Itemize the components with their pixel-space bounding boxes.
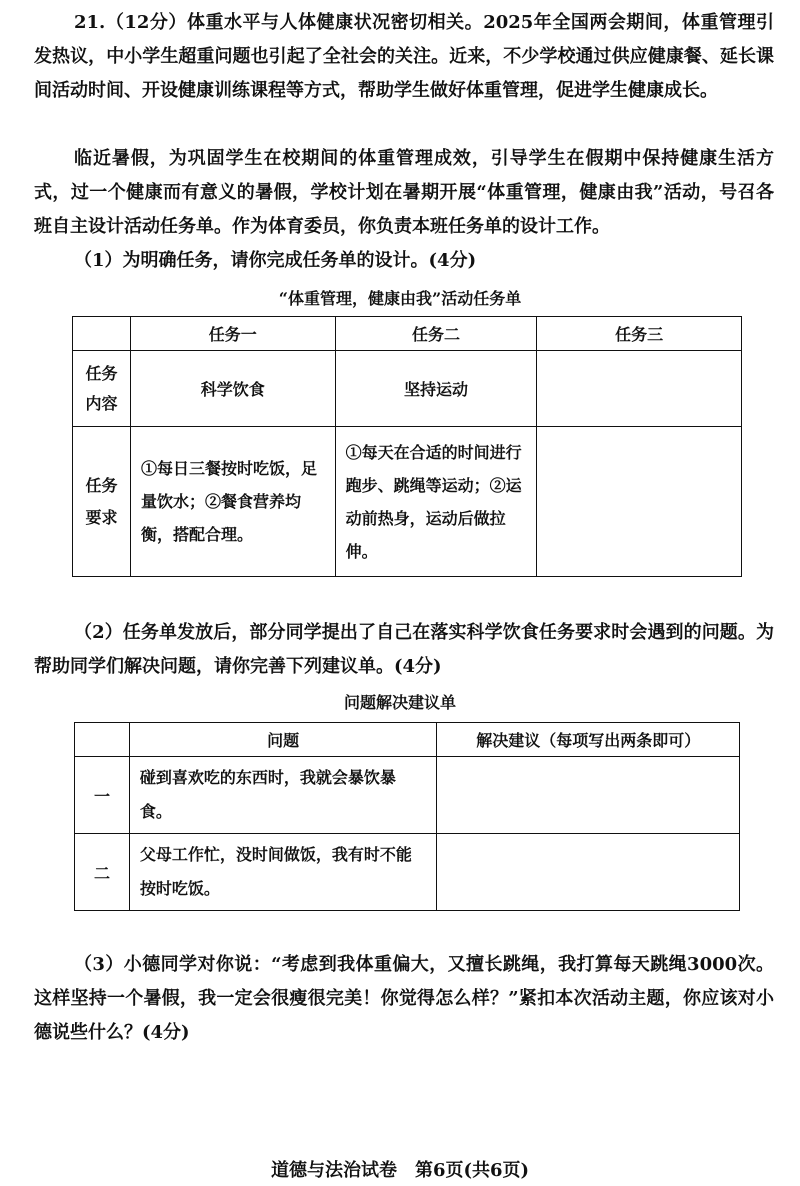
task2-content: 坚持运动 [335,351,537,427]
task-table-corner [73,317,131,351]
question-number: 21.（12分） [74,12,187,33]
task-requirement-label: 任务要求 [73,427,131,577]
task1-content: 科学饮食 [130,351,335,427]
row2-problem: 父母工作忙，没时间做饭，我有时不能按时吃饭。 [129,834,437,911]
task1-header: 任务一 [130,317,335,351]
task2-header: 任务二 [335,317,537,351]
intro-text: 体重水平与人体健康状况密切相关。2025年全国两会期间，体重管理引发热议，中小学生超重问题也引起了全社会的关注。近来，不少学校通过供应健康餐、延长课间活动时间、开设健康训练课程等方式，帮助学生做好体重管理，促进学生健康成长。 [34,12,774,101]
row1-problem: 碰到喜欢吃的东西时，我就会暴饮暴食。 [129,757,437,834]
suggestion-table-corner [75,723,130,757]
row1-label: 一 [75,757,130,834]
task3-content-blank[interactable] [537,351,742,427]
question-intro [34,6,774,108]
suggestion-header: 解决建议（每项写出两条即可） [437,723,740,757]
part2-prompt: （2）任务单发放后，部分同学提出了自己在落实科学饮食任务要求时会遇到的问题。为帮助同学们解决问题，请你完善下列建议单。(4分) [34,622,774,677]
task-table-header-row [73,317,742,351]
context-paragraph: 临近暑假，为巩固学生在校期间的体重管理成效，引导学生在假期中保持健康生活方式，过一个健康而有意义的暑假，学校计划在暑期开展“体重管理，健康由我”活动，号召各班自主设计活动任务单。作为体育委员，你负责本班任务单的设计工作。 [34,148,774,237]
problem-header: 问题 [129,723,437,757]
suggestion-table-title: 问题解决建议单 [343,693,456,712]
page-footer: 道德与法治试卷 第6页(共6页) [270,1160,530,1181]
suggestion-row-2 [75,834,740,911]
task-content-row [73,351,742,427]
task-requirement-row [73,427,742,577]
part1-prompt: （1）为明确任务，请你完成任务单的设计。(4分) [74,250,477,271]
row1-suggestion-blank[interactable] [437,757,740,834]
part3-prompt: （3）小德同学对你说：“考虑到我体重偏大，又擅长跳绳，我打算每天跳绳3000次。这样坚持一个暑假，我一定会很瘦很完美！你觉得怎么样？”紧扣本次活动主题，你应该对小德说些什么？(4分) [34,954,774,1043]
suggestion-table [74,722,740,911]
task1-requirement: ①每日三餐按时吃饭，足量饮水；②餐食营养均衡，搭配合理。 [130,427,335,577]
task-table-title: “体重管理，健康由我”活动任务单 [278,289,522,308]
row2-suggestion-blank[interactable] [437,834,740,911]
task2-requirement: ①每天在合适的时间进行跑步、跳绳等运动；②运动前热身，运动后做拉伸。 [335,427,537,577]
task-content-label: 任务内容 [73,351,131,427]
suggestion-row-1 [75,757,740,834]
task3-requirement-blank[interactable] [537,427,742,577]
task-table [72,316,742,577]
row2-label: 二 [75,834,130,911]
task3-header: 任务三 [537,317,742,351]
suggestion-table-header-row [75,723,740,757]
